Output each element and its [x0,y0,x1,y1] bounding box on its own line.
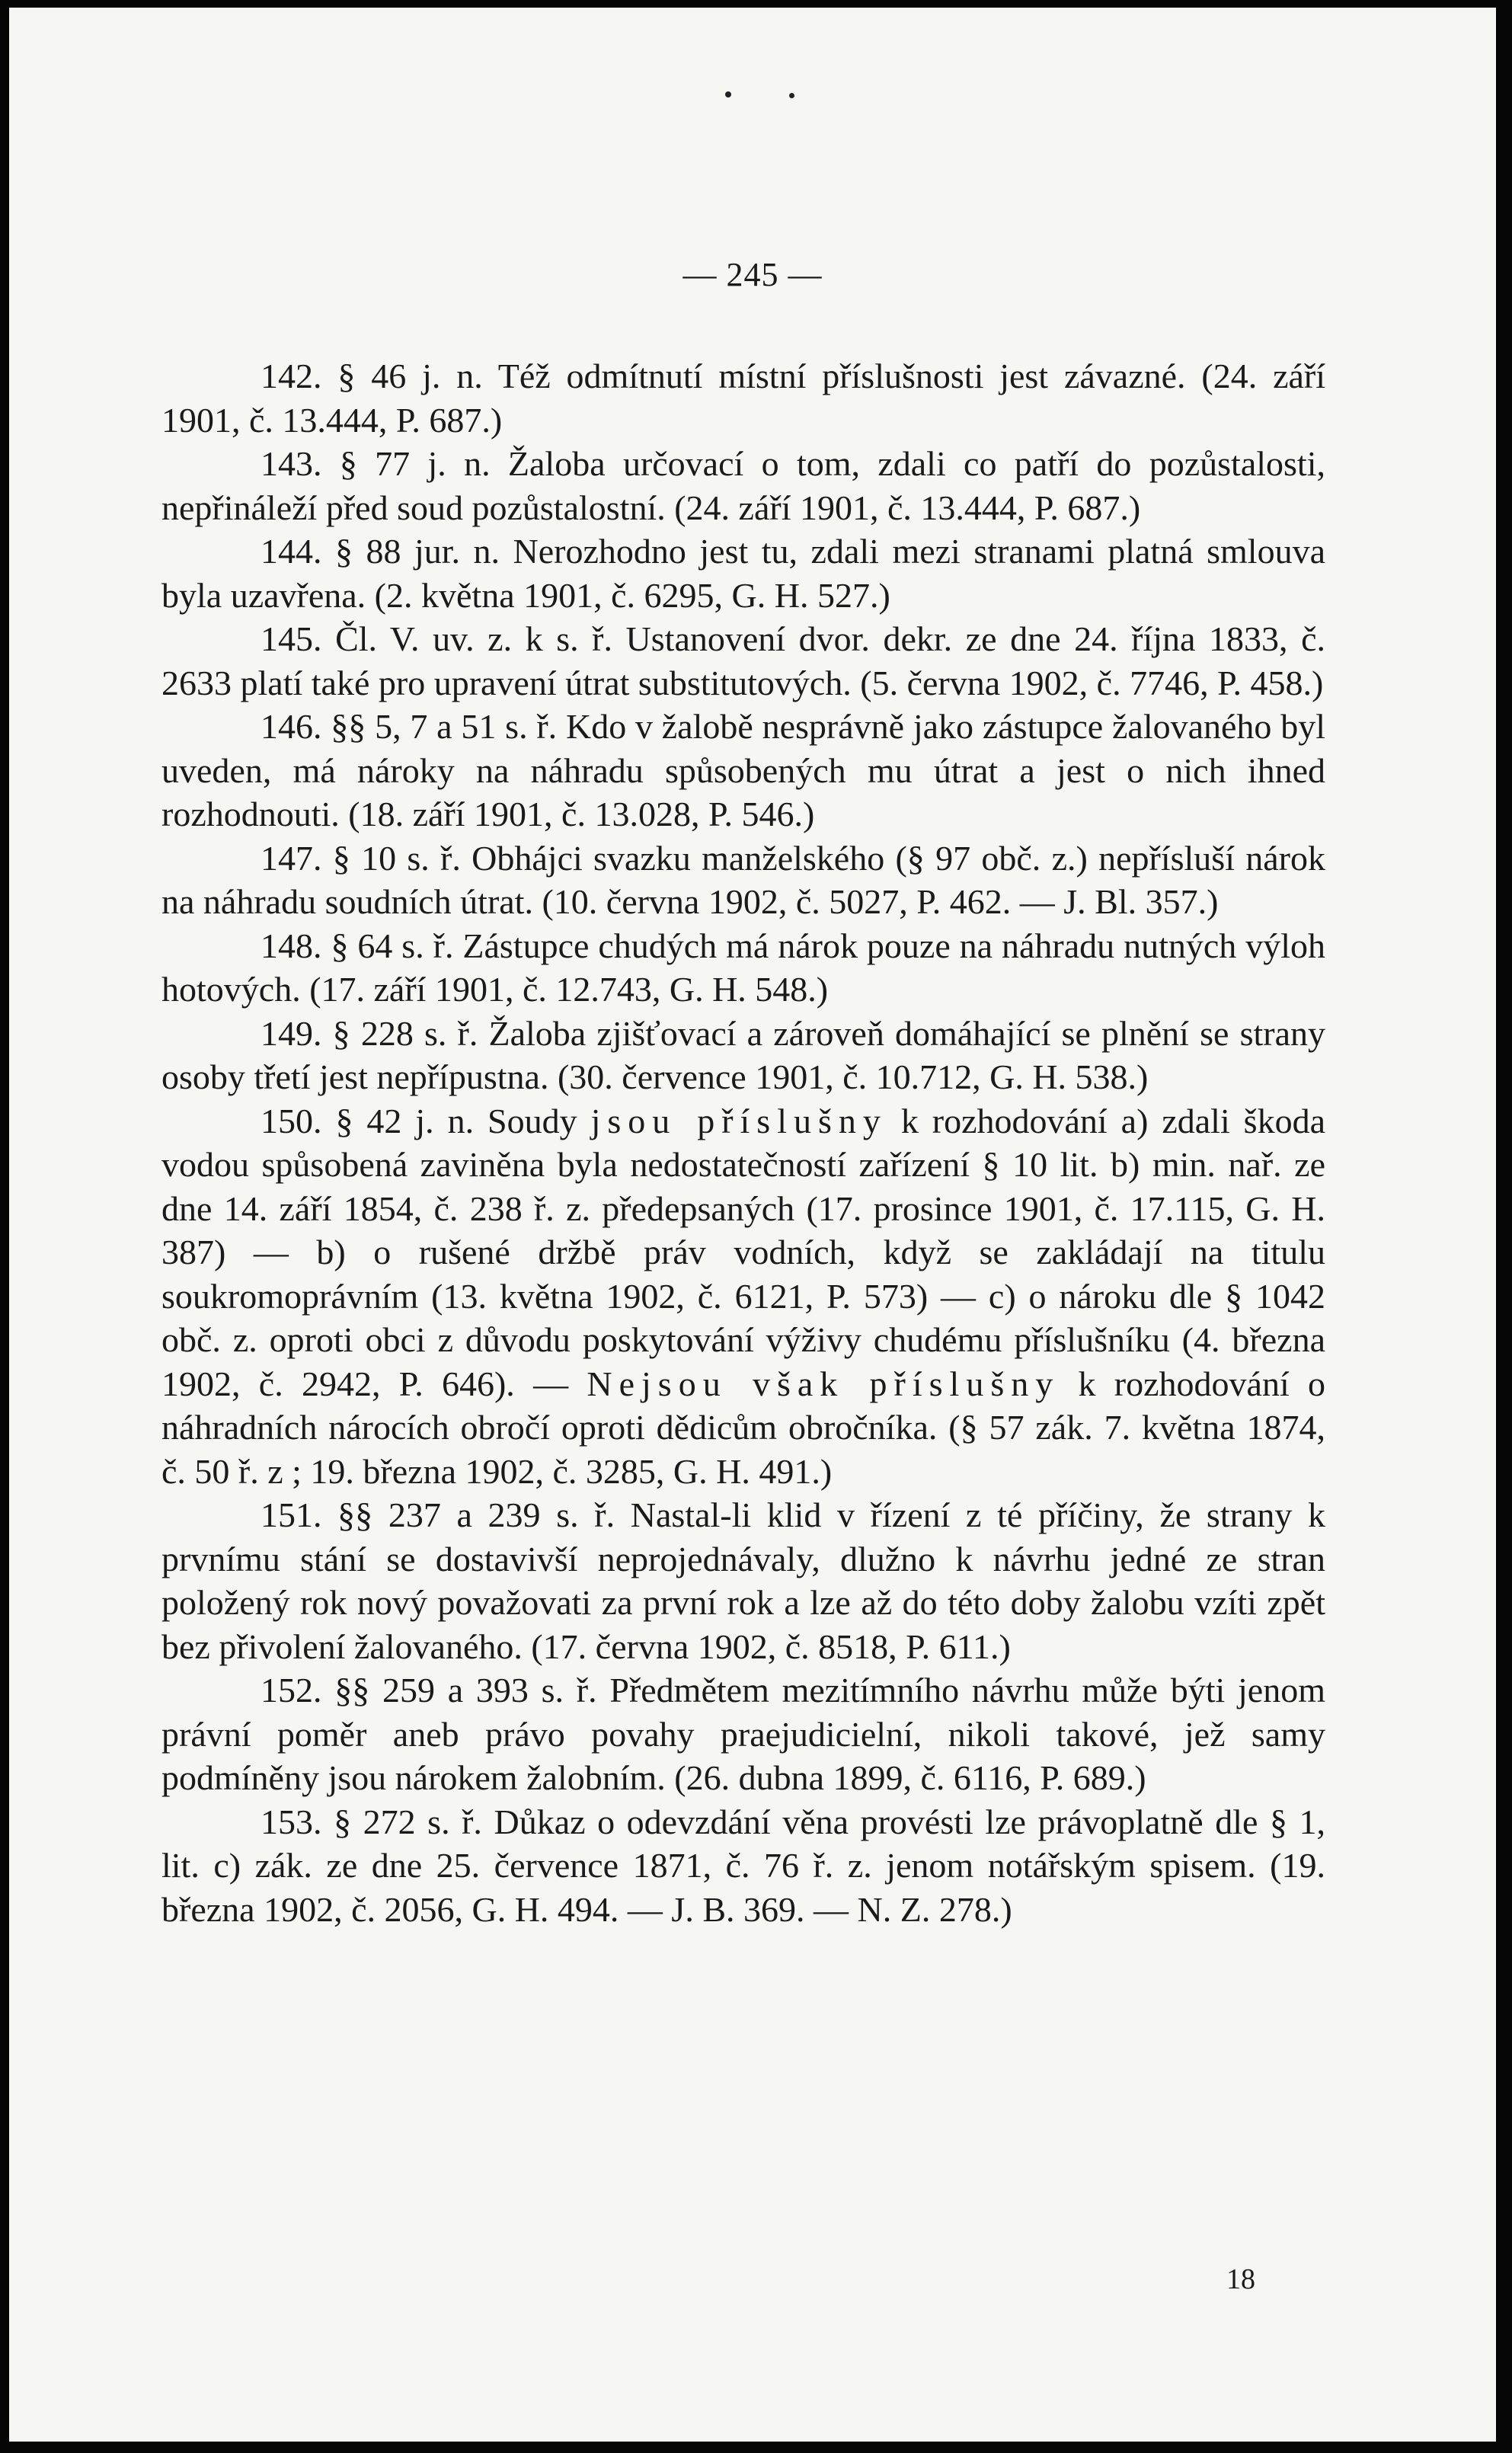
entry-text: Čl. V. uv. z. k s. ř. Ustanovení dvor. dekr. ze dne 24. října 1833, č. 2633 platí také pro upravení útrat substitutových. (5. června 1902, č. 7746, P. 458.) [161,619,1325,702]
entry-number: 146. [261,707,322,746]
entry-number: 152. [261,1671,322,1709]
entry-text: § 228 s. ř. Žaloba zjišťovací a zároveň domáhající se plnění se strany osoby třetí jest nepřípustna. (30. července 1901, č. 10.712, G. H. 538.) [161,1013,1325,1096]
entry-text: §§ 5, 7 a 51 s. ř. Kdo v žalobě nesprávně jako zástupce žalovaného byl uveden, má nároky na náhradu spůsobených mu útrat a jest o nich ihned rozhodnouti. (18. září 1901, č. 13.028, P. 546.) [161,707,1325,833]
entry-144 [161,529,1325,617]
entry-147 [161,836,1325,924]
entry-153 [161,1800,1325,1932]
entry-number: 149. [261,1013,322,1053]
entry-152 [161,1668,1325,1800]
entry-text: §§ 259 a 393 s. ř. Předmětem mezitímního návrhu může býti jenom právní poměr aneb právo povahy praejudicielní, nikoli takové, jež samy podmíněny jsou nárokem žalobním. (26. dubna 1899, č. 6116, P. 689.) [161,1671,1325,1797]
book-page [9,8,1496,2442]
spaced-emphasis: Nejsou však příslušny [587,1364,1060,1403]
entry-143 [161,442,1325,529]
entry-text: k rozhodování o náhradních nárocích obročí oproti dědicům obročníka. (§ 57 zák. 7. května 1874, č. 50 ř. z ; 19. března 1902, č. 3285, G. H. 491.) [161,1364,1326,1491]
entry-142 [161,354,1325,442]
entry-text: § 46 j. n. Též odmítnutí místní příslušnosti jest závazné. (24. září 1901, č. 13.444, P. 687.) [161,357,1326,440]
entry-text: § 272 s. ř. Důkaz o odevzdání věna provésti lze právoplatně dle § 1, lit. c) zák. ze dne 25. července 1871, č. 76 ř. z. jenom notářským spisem. (19. března 1902, č. 2056, G. H. 494. — J. B. 369. — N. Z. 278.) [161,1802,1326,1929]
entry-151 [161,1493,1325,1668]
signature-mark: 18 [1226,2263,1255,2295]
entry-148 [161,924,1325,1012]
entry-text: § 88 jur. n. Nerozhodno jest tu, zdali mezi stranami platná smlouva byla uzavřena. (2. května 1901, č. 6295, G. H. 527.) [161,532,1325,615]
entry-text: § 77 j. n. Žaloba určovací o tom, zdali co patří do pozůstalosti, nepřináleží před soud pozůstalostní. (24. září 1901, č. 13.444, P. 687.) [161,444,1325,527]
entry-number: 142. [261,357,322,395]
entry-number: 151. [261,1495,322,1534]
entry-number: 153. [261,1802,322,1841]
entry-146 [161,705,1325,836]
entry-number: 144. [261,532,322,571]
entry-number: 147. [261,838,322,878]
entry-text: § 10 s. ř. Obhájci svazku manželského (§ 97 obč. z.) nepřísluší nárok na náhradu soudních útrat. (10. června 1902, č. 5027, P. 462. — J. Bl. 357.) [161,838,1325,921]
page-body [161,354,1325,1931]
entry-text: k rozhodování a) zdali škoda vodou spůsobená zaviněna byla nedostatečností zařízení § 10 lit. b) min. nař. ze dne 14. září 1854, č. 238 ř. z. předepsaných (17. prosince 1901, č. 17.115, G. H. 387) — b) o rušené držbě práv vodních, když se zakládají na titulu soukromoprávním (13. května 1902, č. 6121, P. 573) — c) o nároku dle § 1042 obč. z. oproti obci z důvodu poskytování výživy chudému příslušníku (4. března 1902, č. 2942, P. 646). — [161,1101,1325,1403]
entry-number: 148. [261,926,322,965]
page-number-header: — 245 — [682,256,823,293]
spaced-emphasis: jsou příslušny [590,1101,887,1140]
entry-150 [161,1099,1325,1494]
entry-number: 143. [261,444,322,483]
entry-number: 150. [261,1101,322,1140]
speck-mark [725,91,731,98]
speck-mark [789,93,794,98]
entry-text: §§ 237 a 239 s. ř. Nastal-li klid v řízení z té příčiny, že strany k prvnímu stání se dostavivší neprojednávaly, dlužno k návrhu jedné ze stran položený rok nový považovati za první rok a lze až do této doby žalobu vzíti zpět bez přivolení žalovaného. (17. června 1902, č. 8518, P. 611.) [161,1495,1326,1666]
entry-149 [161,1012,1325,1099]
entry-number: 145. [261,619,322,658]
entry-text: § 42 j. n. Soudy [335,1101,577,1140]
entry-145 [161,617,1325,705]
entry-text: § 64 s. ř. Zástupce chudých má nárok pouze na náhradu nutných výloh hotových. (17. září 1901, č. 12.743, G. H. 548.) [161,926,1325,1009]
